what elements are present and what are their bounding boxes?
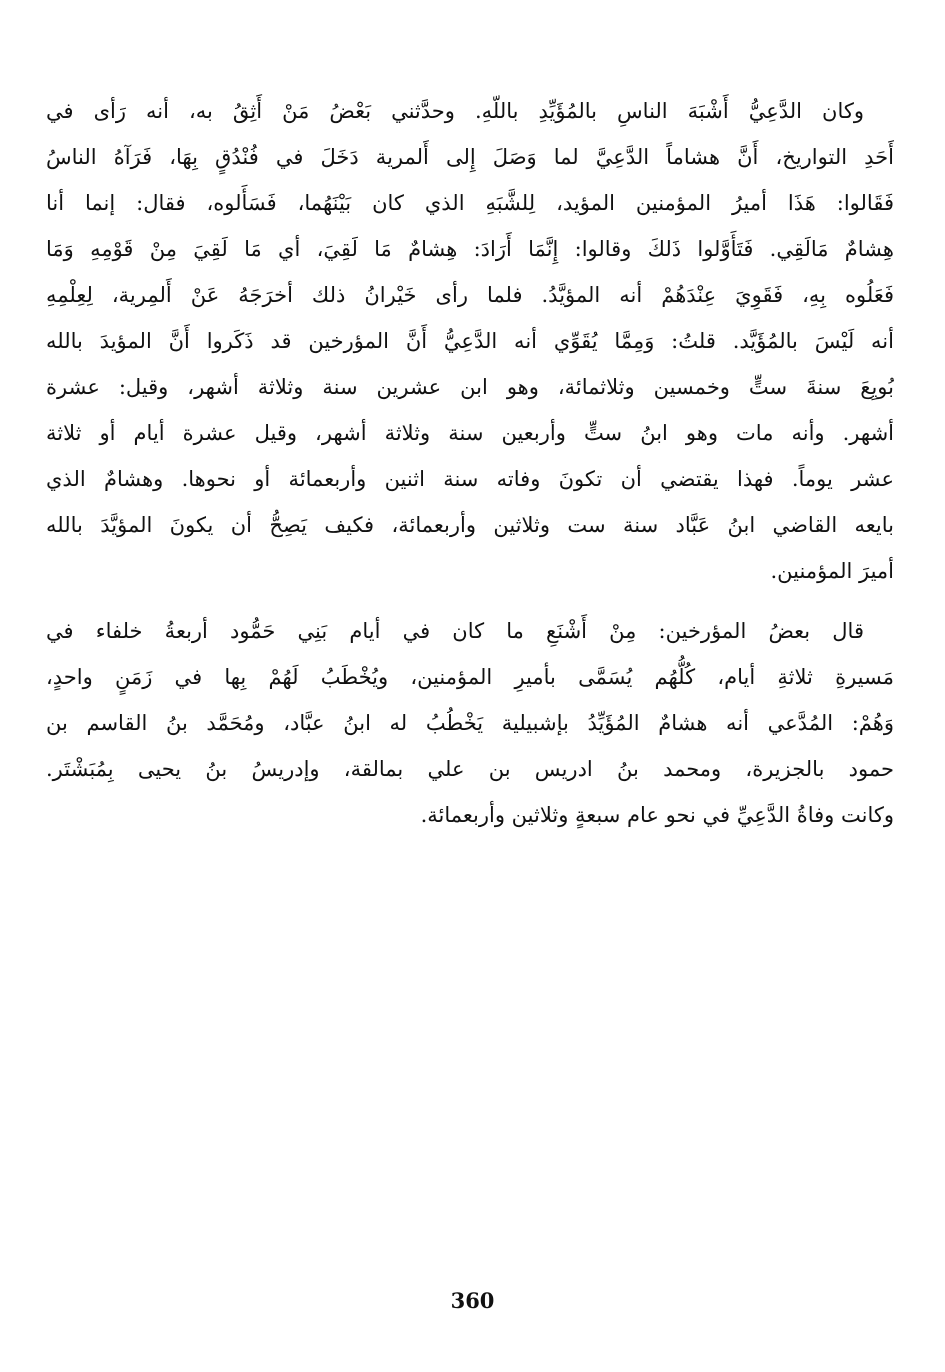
text-line: أميرَ المؤمنين. — [770, 559, 894, 583]
text-line: بايعه القاضي ابنُ عَبَّاد سنة ست وثلاثين وأربعمائة، فكيف يَصِحُّ أن يكونَ المؤيَّدَ بالله — [46, 513, 894, 537]
text-line: فَعَلُوه بِهِ، فَقَوِيَ عِنْدَهُمْ أنه المؤيَّدُ. فلما رأى خَيْرانُ ذلك أخرَجَهُ عَنْ أَلمِرية، لِعِلْمِهِ — [46, 283, 894, 307]
text-line: وكان الدَّعِيُّ أَشْبَهَ الناسِ بالمُؤَيِّدِ باللّهِ. وحدَّثني بَعْضُ مَنْ أَثِقُ به، أنه رَأى في — [46, 99, 864, 123]
text-line: هِشامٌ مَالَقِي. فَتَأَوَّلوا ذَلكَ وقالوا: إِنَّمَا أَرَادَ: هِشامٌ مَا لَقِيَ، أي مَا لَقِيَ مِنْ قَوْمِهِ وَمَا — [46, 237, 894, 261]
text-line: حمود بالجزيرة، ومحمد بنُ ادريس بن علي بمالقة، وإدريسُ بنُ يحيى بِمُبَشْتَر. — [46, 757, 894, 781]
text-line: وكانت وفاةُ الدَّعِيِّ في نحو عام سبعةٍ وثلاثين وأربعمائة. — [420, 803, 894, 827]
text-line: مَسيرةِ ثلاثةِ أيام، كُلُّهُم يُسَمَّى بأميرِ المؤمنين، ويُخْطَبُ لَهُمْ بِها في زَمَنٍ واحدٍ، — [46, 665, 894, 689]
text-line: وَهُمْ: المُدَّعي أنه هشامٌ المُؤَيِّدُ بإشبيلية يَخْطُبُ له ابنُ عبَّاد، ومُحَمَّد بنُ القاسم بن — [46, 711, 894, 735]
text-line: أشهر. وأنه مات وهو ابنُ ستٍّ وأربعين سنة وثلاثة أشهر، وقيل عشرة أيام أو ثلاثة — [46, 421, 894, 445]
text-line: أَحَدِ التواريخ، أَنَّ هشاماً الدَّعِيَّ لما وَصَلَ إِلى أَلمرية دَخَلَ في فُنْدُقٍ بِهَا، فَرَآهُ الناسُ — [46, 145, 894, 169]
paragraph-2 — [46, 608, 894, 838]
body-text — [46, 88, 894, 838]
text-line: أنه لَيْسَ بالمُؤَيَّد. قلتُ: وَمِمَّا يُقَوِّي أنه الدَّعِيُّ أَنَّ المؤرخين قد ذَكَروا أَنَّ المؤيدَ بالله — [46, 329, 894, 353]
text-line: فَقَالوا: هَذَا أميرُ المؤمنين المؤيد، لِلشَّبَهِ الذي كان بَيْنَهُما، فَسَأَلوه، فقال: إنما أنا — [46, 191, 894, 215]
text-line: بُويِعَ سنةَ ستٍّ وخمسين وثلاثمائة، وهو ابن عشرين سنة وثلاثة أشهر، وقيل: عشرة — [46, 375, 894, 399]
paragraph-1 — [46, 88, 894, 594]
text-line: قال بعضُ المؤرخين: مِنْ أَشْنَعِ ما كان في أيام بَنِي حَمُّود أربعةُ خلفاء في — [46, 619, 864, 643]
page-number: 360 — [450, 1288, 495, 1313]
text-line: عشر يوماً. فهذا يقتضي أن تكونَ وفاته سنة اثنين وأربعمائة أو نحوها. وهشامٌ الذي — [46, 467, 894, 491]
